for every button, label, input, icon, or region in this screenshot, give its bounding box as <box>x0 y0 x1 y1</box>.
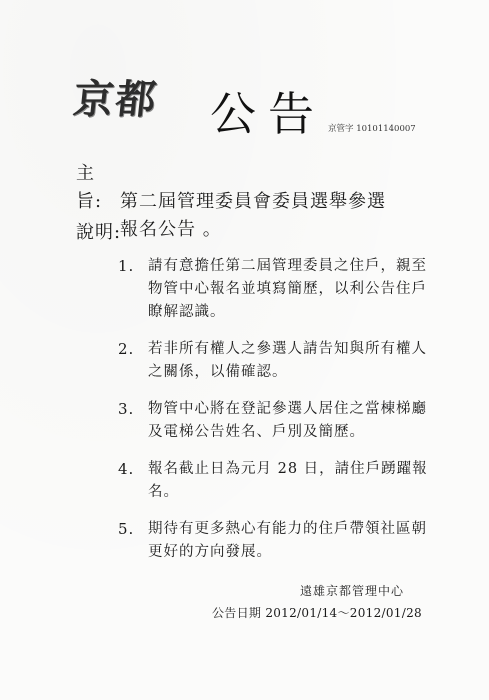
logo-text: 京都 <box>71 76 161 123</box>
kyoto-logo <box>71 68 194 128</box>
item-text: 報名截止日為元月 28 日，請住戶踴躍報名。 <box>148 461 428 500</box>
item-text: 物管中心將在登記參選人居住之當棟梯廳及電梯公告姓名、戶別及簡歷。 <box>148 401 427 440</box>
subject-section <box>76 160 416 244</box>
announcement-date: 公告日期 2012/01/14～2012/01/28 <box>212 606 422 620</box>
document-number: 京管字 10101140007 <box>328 124 416 134</box>
item-text: 請有意擔任第二屆管理委員之住戶，親至物管中心報名並填寫簡歷，以利公告住戶瞭解認識。 <box>148 258 427 320</box>
item-number: 1. <box>118 257 135 275</box>
item-number: 3. <box>118 400 135 418</box>
list-item <box>118 398 438 444</box>
page-title: 公告 <box>210 87 326 141</box>
subject-label: 主旨: <box>76 163 103 212</box>
description-label: 說明: <box>76 222 122 243</box>
description-list <box>118 255 438 578</box>
item-text: 期待有更多熱心有能力的住戶帶領社區朝更好的方向發展。 <box>148 521 427 560</box>
list-item <box>118 518 438 564</box>
list-item <box>118 458 438 504</box>
item-number: 5. <box>118 520 135 538</box>
subject-line-1: 第二屆管理委員會委員選舉參選 <box>120 191 386 212</box>
item-number: 4. <box>118 460 135 478</box>
list-item <box>118 338 438 384</box>
list-item <box>118 255 438 324</box>
item-text: 若非所有權人之參選人請告知與所有權人之關係，以備確認。 <box>148 341 427 380</box>
item-number: 2. <box>118 340 135 358</box>
subject-line-2: 報名公告 。 <box>120 219 222 240</box>
issuing-organization: 遠雄京都管理中心 <box>300 584 405 598</box>
